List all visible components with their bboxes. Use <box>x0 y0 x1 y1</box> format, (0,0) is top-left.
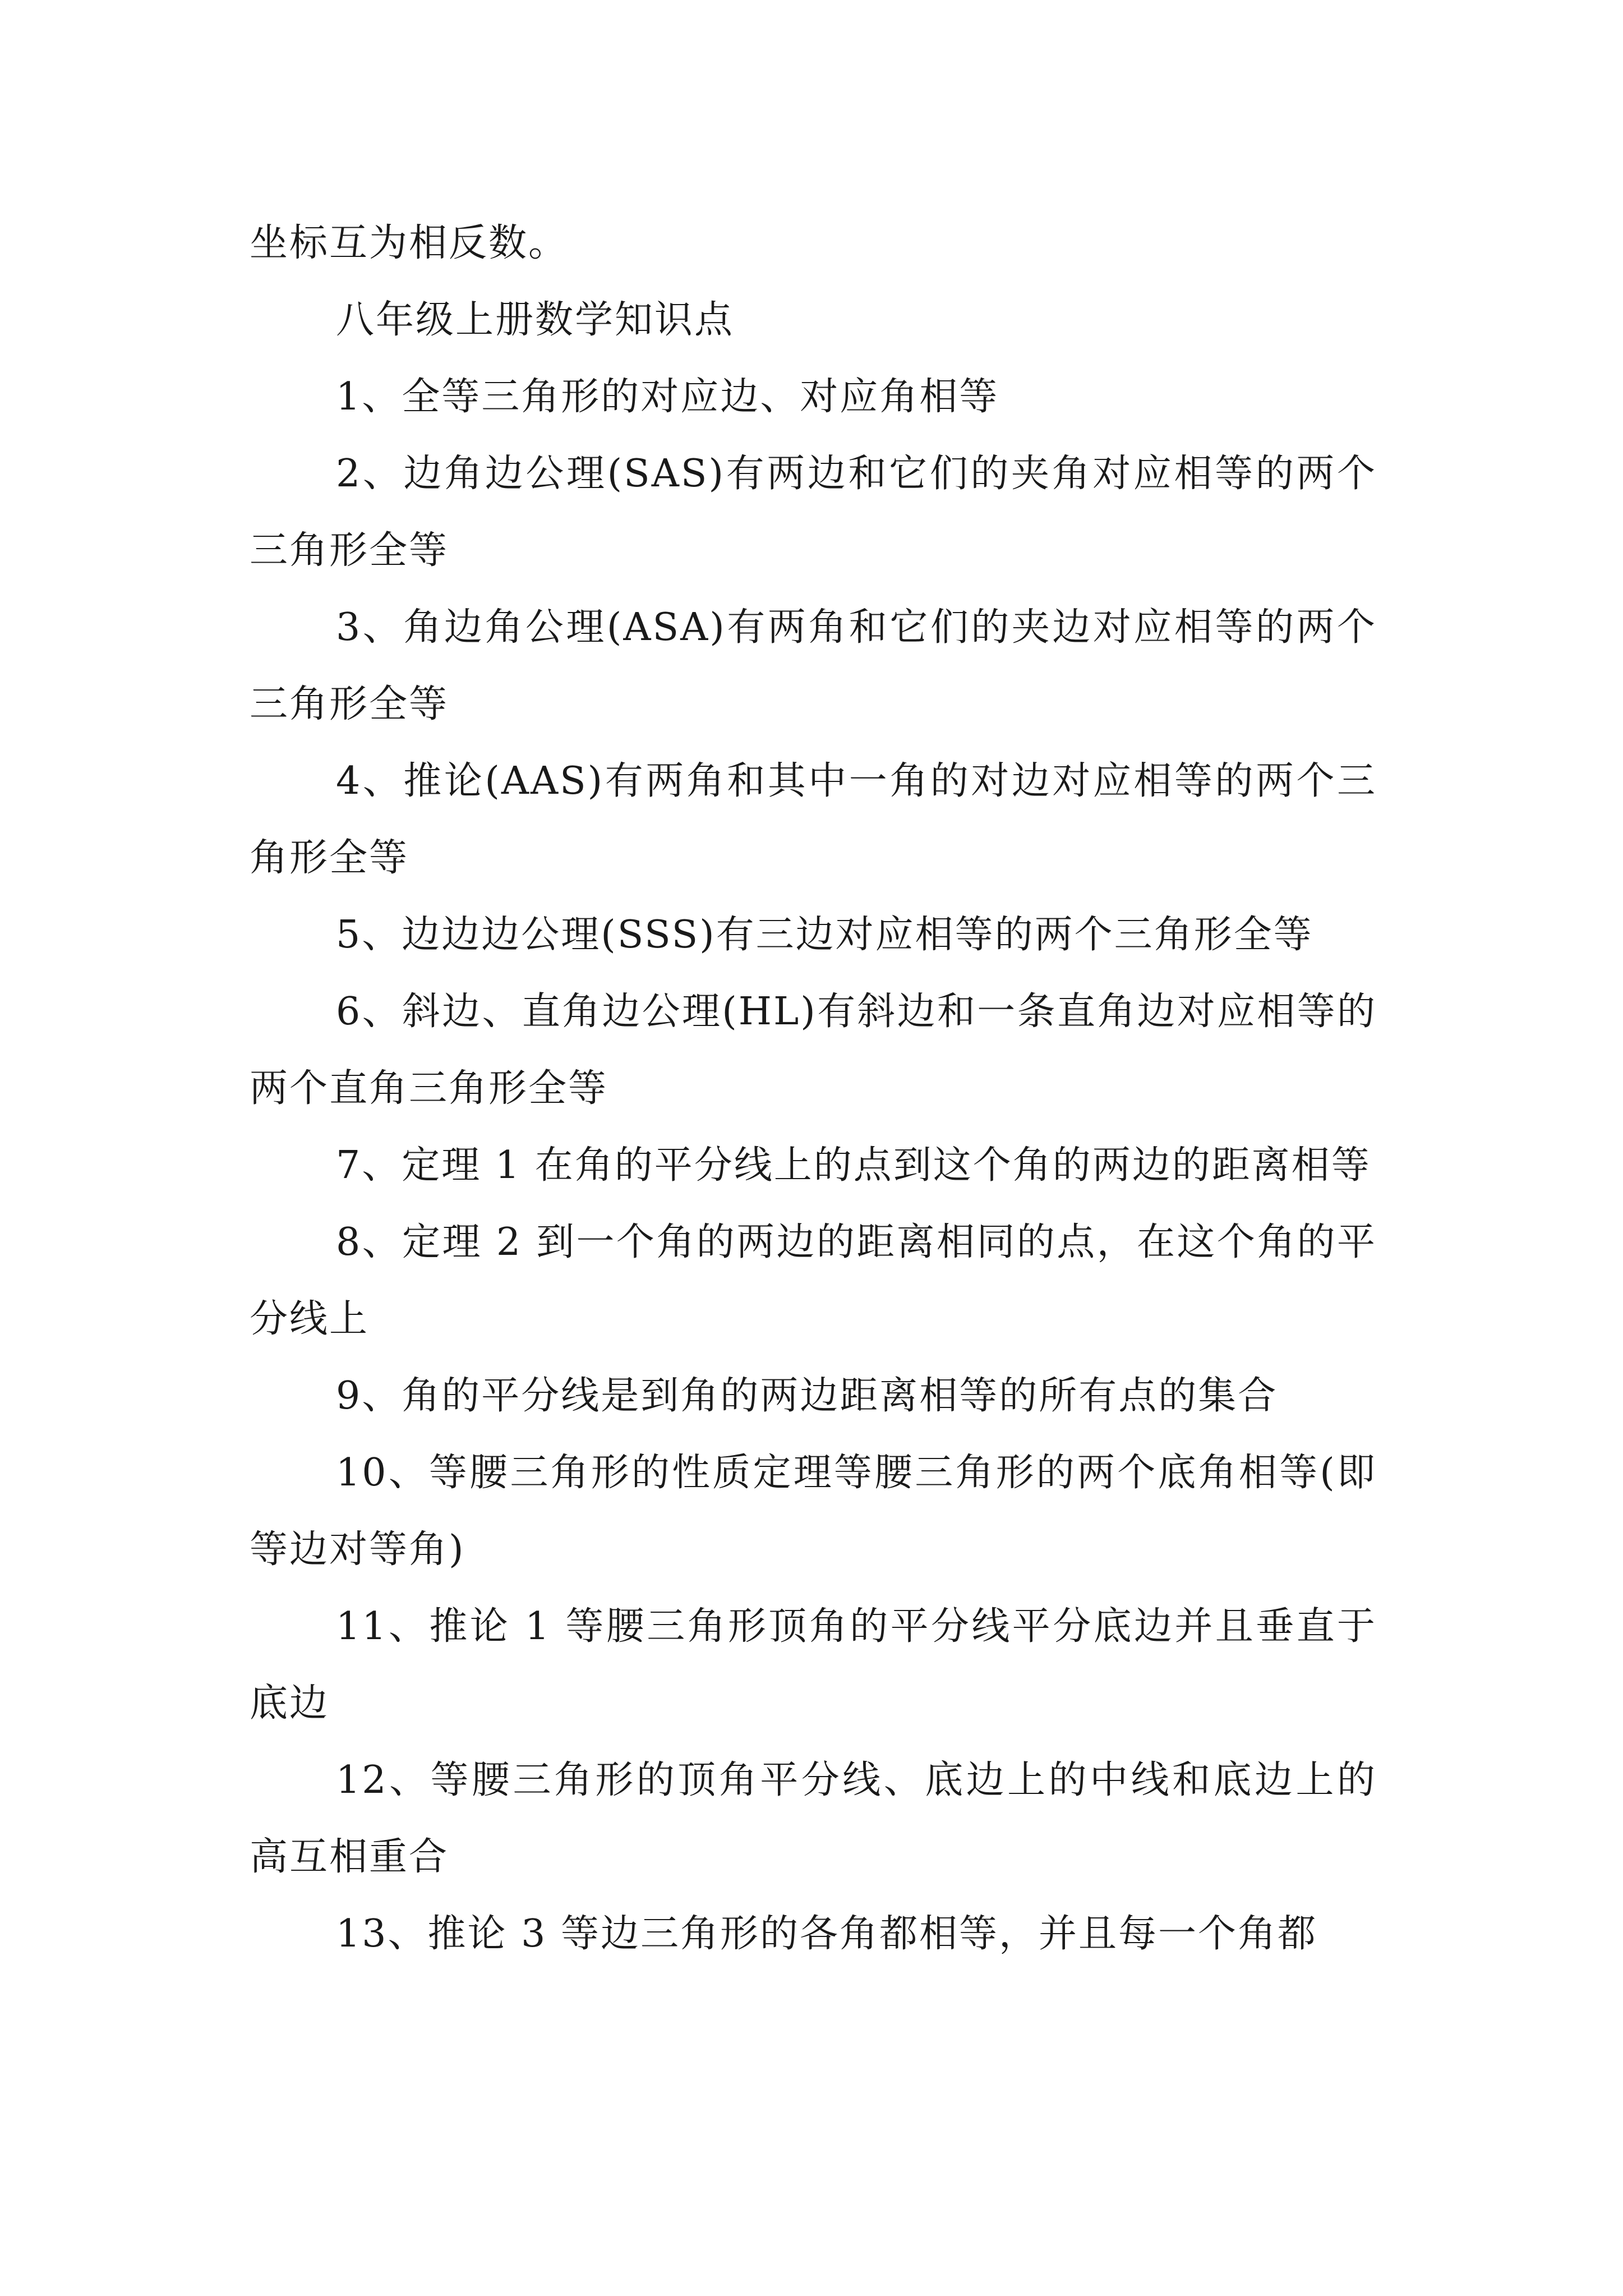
list-item: 9、角的平分线是到角的两边距离相等的所有点的集合 <box>336 1374 1278 1418</box>
paragraph-continuation: 坐标互为相反数。 <box>250 221 569 265</box>
list-item: 12、等腰三角形的顶角平分线、底边上的中线和底边上的高互相重合 <box>250 1758 1377 1879</box>
list-item: 11、推论 1 等腰三角形顶角的平分线平分底边并且垂直于底边 <box>250 1604 1377 1726</box>
list-item: 1、全等三角形的对应边、对应角相等 <box>336 375 999 419</box>
list-item: 3、角边角公理(ASA)有两角和它们的夹边对应相等的两个三角形全等 <box>250 605 1377 726</box>
list-item: 4、推论(AAS)有两角和其中一角的对边对应相等的两个三角形全等 <box>250 759 1377 880</box>
list-item: 8、定理 2 到一个角的两边的距离相同的点，在这个角的平分线上 <box>250 1220 1377 1341</box>
list-item: 13、推论 3 等边三角形的各角都相等，并且每一个角都 <box>336 1912 1318 1956</box>
document-body <box>250 205 1377 1972</box>
list-item: 6、斜边、直角边公理(HL)有斜边和一条直角边对应相等的两个直角三角形全等 <box>250 990 1377 1111</box>
section-heading: 八年级上册数学知识点 <box>336 298 735 342</box>
list-item: 7、定理 1 在角的平分线上的点到这个角的两边的距离相等 <box>336 1143 1371 1188</box>
list-item: 10、等腰三角形的性质定理等腰三角形的两个底角相等(即等边对等角) <box>250 1451 1377 1572</box>
list-item: 2、边角边公理(SAS)有两边和它们的夹角对应相等的两个三角形全等 <box>250 452 1377 573</box>
list-item: 5、边边边公理(SSS)有三边对应相等的两个三角形全等 <box>336 913 1313 957</box>
